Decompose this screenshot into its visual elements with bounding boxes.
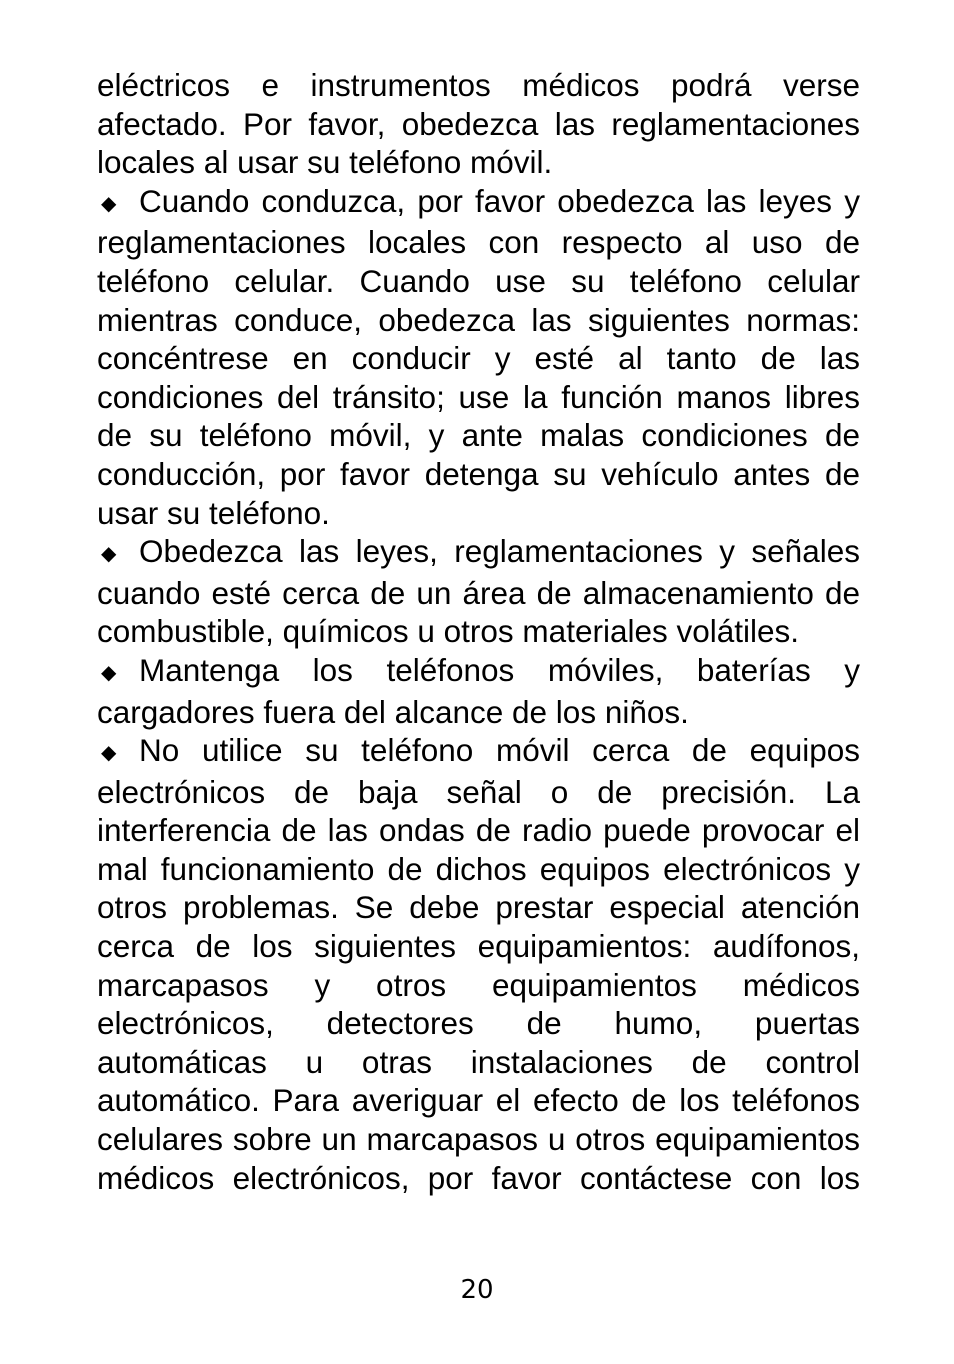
diamond-bullet-icon: ◆: [101, 742, 117, 765]
continuation-paragraph: eléctricos e instrumentos médicos podrá verse afectado. Por favor, obedezca las reglamentaciones locales al usar su teléfono móvil.: [97, 67, 860, 181]
bullet-item-driving: [97, 182, 860, 532]
diamond-bullet-icon: ◆: [101, 192, 117, 215]
diamond-bullet-icon: ◆: [101, 543, 117, 566]
bullet-item-children: [97, 651, 860, 731]
page-number: 20: [460, 1275, 494, 1305]
diamond-bullet-icon: ◆: [101, 661, 117, 684]
bullet-item-fuel-storage: [97, 532, 860, 651]
bullet-text: Cuando conduzca, por favor obedezca las leyes y reglamentaciones locales con respecto al uso de teléfono celular. Cuando use su teléfono celular mientras conduce, obedezca las siguientes normas: concéntrese en conducir y esté al tanto de las condiciones del tránsito; use la función manos libres de su teléfono móvil, y ante malas condiciones de conducción, por favor detenga su vehículo antes de usar su teléfono.: [97, 182, 860, 531]
page-body: [97, 66, 860, 1197]
bullet-item-electronic-equipment: [97, 731, 860, 1197]
bullet-text: Mantenga los teléfonos móviles, baterías y cargadores fuera del alcance de los niños.: [97, 651, 860, 730]
bullet-text: Obedezca las leyes, reglamentaciones y señales cuando esté cerca de un área de almacenamiento de combustible, químicos u otros materiales volátiles.: [97, 533, 860, 650]
bullet-text: No utilice su teléfono móvil cerca de equipos electrónicos de baja señal o de precisión. La interferencia de las ondas de radio puede provocar el mal funcionamiento de dichos equipos electrónicos y otros problemas. Se debe prestar especial atención cerca de los siguientes equipamientos: audífonos, marcapasos y otros equipamientos médicos electrónicos, detectores de humo, puertas automáticas u otras instalaciones de control automático. Para averiguar el efecto de los teléfonos celulares sobre un marcapasos u otros equipamientos médicos electrónicos, por favor contáctese con los: [97, 732, 860, 1196]
